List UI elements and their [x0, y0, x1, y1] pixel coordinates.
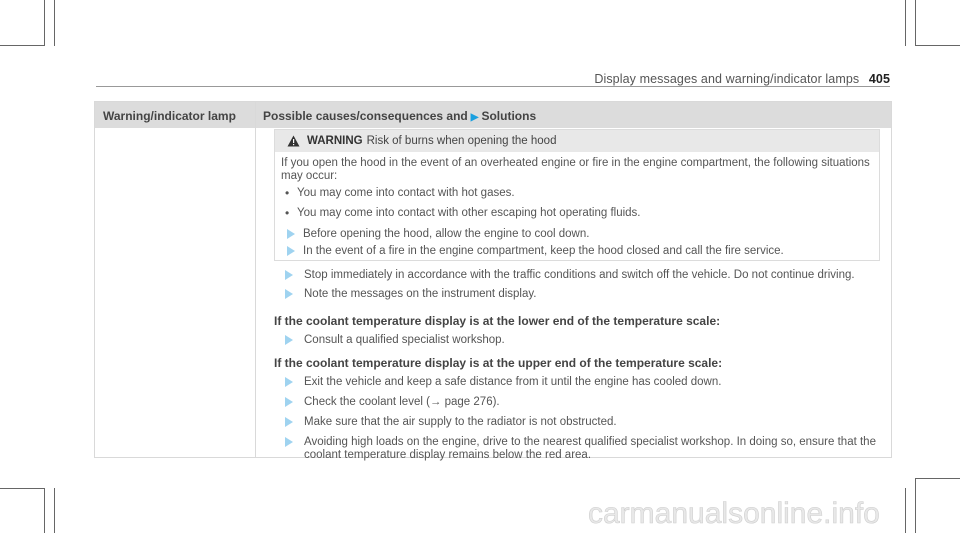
- watermark-text: carmanualsonline.info: [588, 497, 880, 530]
- warning-triangle-icon: [287, 135, 300, 147]
- watermark: [588, 497, 954, 531]
- page-number: 405: [868, 72, 890, 86]
- bullet-icon: •: [285, 206, 290, 220]
- warning-box: [274, 129, 880, 261]
- warning-intro-line-2: may occur:: [281, 170, 338, 182]
- step-arrow-icon: [285, 437, 293, 447]
- column-divider: [255, 102, 256, 457]
- step-text: In the event of a fire in the engine compartment, keep the hood closed and call the fire service.: [303, 245, 784, 257]
- warning-title: Risk of burns when opening the hood: [366, 135, 557, 147]
- step-text: Check the coolant level (→ page 276).: [304, 396, 500, 408]
- warning-heading: [307, 135, 556, 147]
- step-arrow-icon: [287, 229, 295, 239]
- step-arrow-icon: [285, 289, 293, 299]
- running-header: [594, 72, 890, 86]
- step-text: Avoiding high loads on the engine, drive to the nearest qualified specialist workshop. In doing so, ensure that the: [304, 436, 876, 448]
- step-text-continued: coolant temperature display remains below the red area.: [304, 449, 592, 461]
- step-arrow-icon: [285, 270, 293, 280]
- warning-intro-line-1: If you open the hood in the event of an overheated engine or fire in the engine compartment, the following situations: [281, 157, 870, 169]
- warning-label: WARNING: [307, 135, 363, 147]
- step-arrow-icon: [287, 246, 295, 256]
- col-header-causes: [263, 109, 536, 123]
- play-arrow-icon: ▶: [470, 112, 479, 123]
- step-text: Before opening the hood, allow the engine to cool down.: [303, 228, 590, 240]
- upper-end-heading: If the coolant temperature display is at the upper end of the temperature scale:: [274, 356, 723, 370]
- step-text: Consult a qualified specialist workshop.: [304, 334, 505, 346]
- lower-end-heading: If the coolant temperature display is at the lower end of the temperature scale:: [274, 314, 721, 328]
- header-rule: [96, 86, 890, 87]
- step-text: Make sure that the air supply to the radiator is not obstructed.: [304, 416, 617, 428]
- step-text: Exit the vehicle and keep a safe distance from it until the engine has cooled down.: [304, 376, 722, 388]
- col-header-lamp: Warning/indicator lamp: [103, 109, 236, 123]
- warning-lamp-table: [94, 101, 892, 461]
- col-header-solutions: Solutions: [481, 109, 537, 123]
- step-arrow-icon: [285, 335, 293, 345]
- list-item: You may come into contact with other escaping hot operating fluids.: [297, 207, 641, 219]
- step-text: Note the messages on the instrument display.: [304, 288, 537, 300]
- step-arrow-icon: [285, 417, 293, 427]
- table-header: [95, 102, 891, 128]
- col-header-causes-text: Possible causes/consequences and: [263, 109, 468, 123]
- list-item: You may come into contact with hot gases.: [297, 187, 515, 199]
- bullet-icon: •: [285, 186, 290, 200]
- step-arrow-icon: [285, 397, 293, 407]
- section-title: Display messages and warning/indicator lamps: [594, 72, 860, 86]
- warning-bar: [275, 130, 879, 152]
- step-text: Stop immediately in accordance with the traffic conditions and switch off the vehicle. Do not continue driving.: [304, 269, 855, 281]
- step-arrow-icon: [285, 377, 293, 387]
